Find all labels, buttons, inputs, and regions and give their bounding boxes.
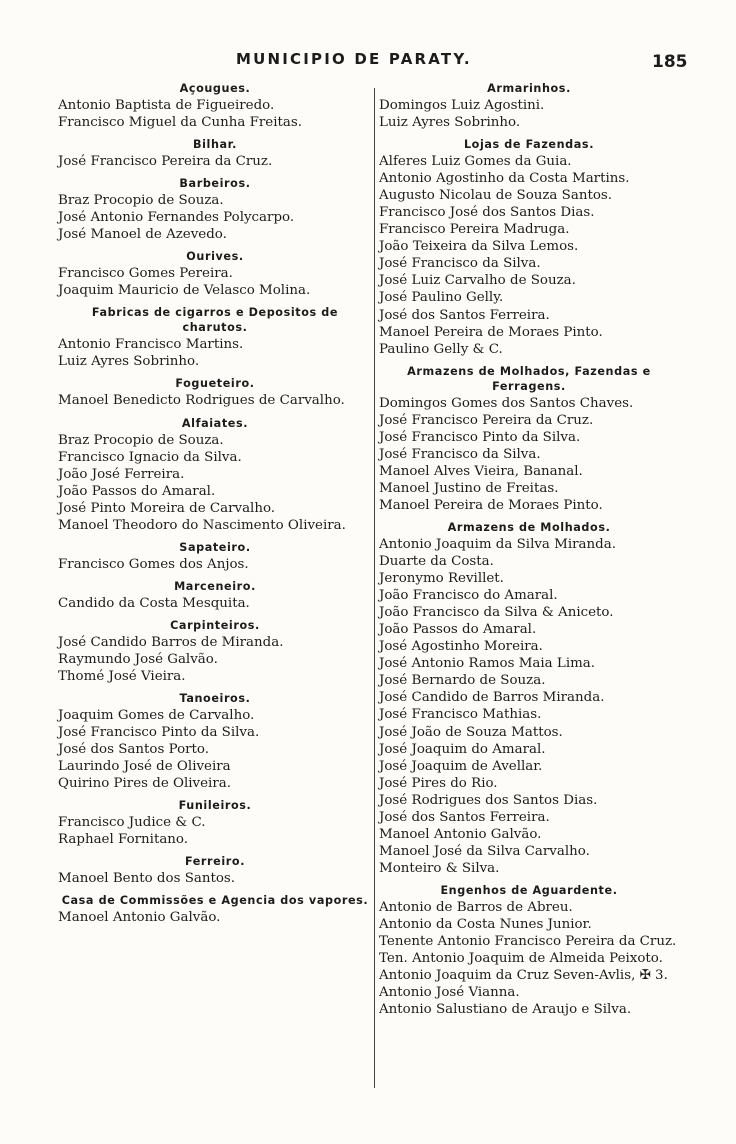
section-title: Ferreiro. [184,855,246,869]
directory-entry: Manoel Antonio Galvão. [58,910,221,926]
directory-entry: José João de Souza Mattos. [379,724,563,740]
directory-entry: José Francisco da Silva. [379,256,541,272]
directory-entry: José dos Santos Ferreira. [379,809,550,825]
directory-entry: Antonio Baptista de Figueiredo. [58,98,275,113]
directory-entry: Raphael Fornitano. [58,832,189,848]
directory-entry: Manoel Bento dos Santos. [58,871,236,887]
directory-entry: José dos Santos Porto. [58,742,209,758]
section-title: Ourives. [186,250,244,264]
directory-entry: João José Ferreira. [58,466,185,482]
directory-entry: José Pinto Moreira de Carvalho. [58,500,276,516]
directory-entry: Antonio José Vianna. [379,985,520,1001]
directory-entry: José Francisco da Silva. [379,446,541,462]
directory-entry: Paulino Gelly & C. [379,341,503,357]
directory-entry: Manoel Theodoro do Nascimento Oliveira. [58,517,346,533]
directory-entry: José Francisco Pinto da Silva. [58,725,260,741]
section-title: Fogueteiro. [175,377,255,391]
directory-entry: José Joaquim de Avellar. [379,758,543,774]
directory-entry: Francisco Gomes Pereira. [58,266,233,282]
directory-entry: José Joaquim do Amaral. [379,741,546,757]
directory-entry: Luiz Ayres Sobrinho. [379,115,521,131]
directory-entry: Ten. Antonio Joaquim de Almeida Peixoto. [379,951,663,967]
directory-entry: Quirino Pires de Oliveira. [58,776,231,792]
directory-entry: Francisco José dos Santos Dias. [379,205,595,221]
directory-entry: José dos Santos Ferreira. [379,307,550,323]
right-column [379,80,679,1018]
directory-entry: Manoel Antonio Galvão. [379,826,542,842]
page-header [0,50,736,78]
section-title: Engenhos de Aguardente. [440,883,618,897]
directory-entry: José Francisco Pereira da Cruz. [58,154,273,170]
directory-entry: José Pires do Rio. [379,775,498,791]
directory-entry: Candido da Costa Mesquita. [58,595,250,611]
directory-entry: José Candido Barros de Miranda. [58,634,284,650]
directory-entry: João Francisco do Amaral. [379,588,558,604]
directory-entry: Manoel José da Silva Carvalho. [379,843,590,859]
directory-entry: Luiz Ayres Sobrinho. [58,354,200,370]
directory-entry: Domingos Gomes dos Santos Chaves. [379,395,634,411]
directory-entry: Alferes Luiz Gomes da Guia. [379,154,572,170]
directory-entry: José Agostinho Moreira. [379,639,543,655]
directory-entry: José Francisco Pinto da Silva. [379,429,581,445]
directory-entry: José Candido de Barros Miranda. [379,690,605,706]
section-title: Lojas de Fazendas. [463,138,595,152]
directory-entry: Augusto Nicolau de Souza Santos. [379,188,613,204]
section-title: Funileiros. [178,799,252,813]
directory-entry: Monteiro & Silva. [379,860,500,876]
directory-entry: Joaquim Mauricio de Velasco Molina. [58,283,311,299]
directory-entry: João Teixeira da Silva Lemos. [379,239,579,255]
directory-entry: Raymundo José Galvão. [58,651,218,667]
directory-entry: Manoel Pereira de Moraes Pinto. [379,497,603,513]
directory-entry: Duarte da Costa. [379,554,494,570]
directory-entry: Tenente Antonio Francisco Pereira da Cruz. [379,934,677,950]
section-title: Armazens de Molhados, Fazendas e Ferragens. [407,364,651,393]
directory-entry: Antonio Joaquim da Silva Miranda. [379,536,616,552]
directory-entry: Domingos Luiz Agostini. [379,98,545,113]
directory-entry: Manoel Justino de Freitas. [379,480,559,496]
section-title: Bilhar. [192,138,238,152]
section-title: Barbeiros. [179,177,251,191]
directory-entry: Francisco Miguel da Cunha Freitas. [58,115,302,131]
section-title: Tanoeiros. [179,692,251,706]
section-title: Alfaiates. [181,416,249,430]
directory-entry: Antonio de Barros de Abreu. [379,899,573,915]
directory-entry: José Antonio Ramos Maia Lima. [379,656,596,672]
directory-entry: José Bernardo de Souza. [379,673,546,689]
directory-entry: Francisco Judice & C. [58,815,206,831]
directory-entry: Francisco Gomes dos Anjos. [58,556,249,572]
directory-entry: Francisco Pereira Madruga. [379,222,570,238]
directory-entry: José Francisco Mathias. [379,707,542,723]
directory-entry: Antonio Agostinho da Costa Martins. [379,171,630,187]
directory-entry: Braz Procopio de Souza. [58,432,224,448]
directory-entry: José Antonio Fernandes Polycarpo. [58,210,295,226]
directory-entry: José Manoel de Azevedo. [58,227,227,243]
section-title: Fabricas de cigarros e Depositos de charutos. [91,306,339,335]
directory-entry: Antonio Joaquim da Cruz Seven-Avlis, ✠ 3. [379,968,668,984]
directory-entry: João Passos do Amaral. [379,622,537,638]
directory-entry: Antonio da Costa Nunes Junior. [379,916,592,932]
directory-entry: Antonio Francisco Martins. [58,337,244,353]
directory-entry: José Francisco Pereira da Cruz. [379,412,594,428]
directory-entry: Manoel Pereira de Moraes Pinto. [379,324,603,340]
directory-entry: Joaquim Gomes de Carvalho. [58,708,255,724]
page-title: MUNICIPIO DE PARATY. [236,50,472,68]
section-title: Açougues. [179,82,251,95]
section-title: Carpinteiros. [170,618,260,632]
directory-entry: João Passos do Amaral. [58,483,216,499]
section-title: Marceneiro. [174,579,256,593]
section-title: Armarinhos. [487,82,571,95]
directory-entry: Laurindo José de Oliveira [58,759,231,775]
directory-entry: José Paulino Gelly. [379,290,504,306]
directory-entry: Francisco Ignacio da Silva. [58,449,242,465]
left-column [58,80,372,926]
directory-entry: Manoel Alves Vieira, Bananal. [379,463,583,479]
section-title: Casa de Commissões e Agencia dos vapores. [61,894,369,908]
section-title: Sapateiro. [179,540,251,554]
directory-entry: Braz Procopio de Souza. [58,193,224,209]
directory-entry: José Luiz Carvalho de Souza. [379,273,576,289]
page-number: 185 [652,52,688,72]
column-divider [374,88,375,1088]
directory-entry: Thomé José Vieira. [58,668,186,684]
section-title: Armazens de Molhados. [447,520,611,534]
directory-entry: Manoel Benedicto Rodrigues de Carvalho. [58,393,345,409]
directory-entry: José Rodrigues dos Santos Dias. [379,792,598,808]
directory-entry: Antonio Salustiano de Araujo e Silva. [379,1002,632,1018]
directory-entry: Jeronymo Revillet. [379,571,504,587]
directory-entry: João Francisco da Silva & Aniceto. [379,605,614,621]
